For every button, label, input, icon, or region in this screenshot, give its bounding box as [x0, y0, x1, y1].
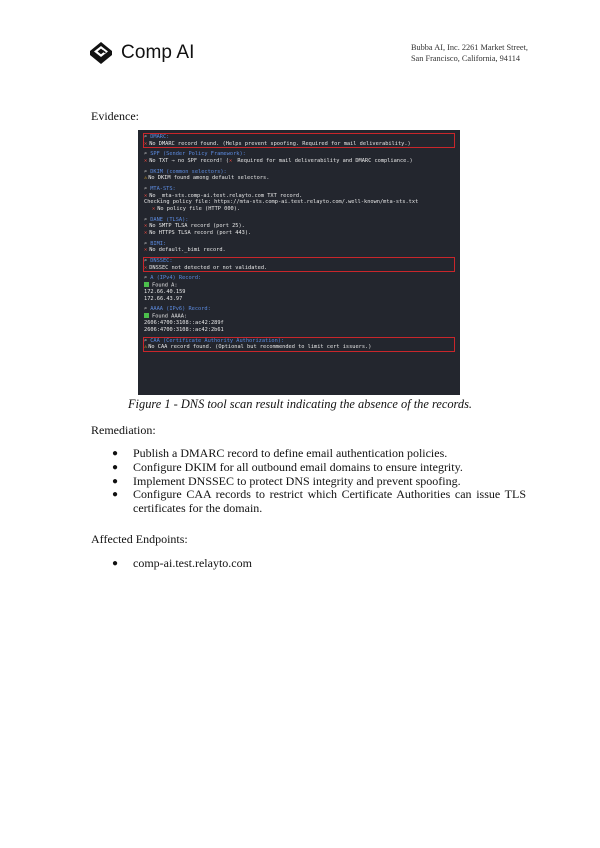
fail-icon: ✕	[144, 157, 148, 164]
company-logo	[88, 40, 195, 66]
magnifier-icon: ⌕	[144, 240, 148, 247]
scan-group-title	[144, 338, 454, 345]
fail-icon: ✕	[144, 140, 148, 147]
scan-result-line	[144, 320, 454, 327]
scan-result-text: No CAA record found. (Optional but recommended to limit cert issuers.)	[148, 344, 372, 351]
scan-result-text: Found AAAA:	[152, 313, 188, 320]
scan-result-line	[144, 265, 454, 272]
scan-result-group	[144, 306, 454, 333]
fail-icon: ✕	[144, 223, 148, 230]
list-item	[112, 475, 526, 489]
scan-group-title-text: CAA (Certificate Authority Authorization):	[150, 337, 285, 344]
scan-result-group	[144, 151, 454, 164]
fail-icon: ✕	[152, 205, 156, 212]
scan-result-line	[144, 199, 454, 206]
list-item	[112, 557, 526, 571]
scan-result-text: No DMARC record found. (Helps prevent spoofing. Required for mail deliverability.)	[149, 140, 411, 147]
list-item	[112, 447, 526, 461]
scan-result-group	[144, 338, 454, 351]
magnifier-icon: ⌕	[144, 258, 148, 265]
scan-result-line	[144, 141, 454, 148]
address-line-2: San Francisco, California, 94114	[410, 54, 521, 63]
warning-icon: ⚠	[144, 344, 148, 351]
scan-group-title	[144, 134, 454, 141]
scan-group-title-text: AAAA (IPv6) Record:	[150, 306, 211, 313]
list-item	[112, 488, 526, 516]
check-icon	[144, 282, 149, 287]
warning-icon: ⚠	[144, 175, 148, 182]
fail-icon: ✕	[144, 264, 148, 271]
bullet-icon: ●	[112, 461, 119, 473]
scan-group-title-text: DNSSEC:	[150, 258, 173, 265]
magnifier-icon: ⌕	[144, 134, 148, 140]
scan-group-title-text: DANE (TLSA):	[150, 216, 189, 223]
scan-result-line	[144, 289, 454, 296]
company-address	[411, 42, 528, 64]
magnifier-icon: ⌕	[144, 337, 148, 344]
fail-icon: ✕	[144, 229, 148, 236]
magnifier-icon: ⌕	[144, 275, 148, 282]
scan-result-line	[144, 344, 454, 351]
scan-result-text: No HTTPS TLSA record (port 443).	[149, 229, 252, 236]
list-item	[112, 461, 526, 475]
list-item-text: Publish a DMARC record to define email authentication policies.	[133, 446, 448, 460]
magnifier-icon: ⌕	[144, 168, 148, 175]
scan-result-line	[144, 296, 454, 303]
scan-result-group	[144, 134, 454, 147]
scan-result-line	[144, 282, 454, 289]
page-header	[88, 40, 528, 72]
scan-group-title	[144, 258, 454, 265]
scan-group-title	[144, 186, 454, 193]
scan-result-text: No policy file (HTTP 000).	[157, 205, 241, 212]
scan-result-line	[144, 175, 454, 182]
logo-text: Comp AI	[121, 42, 195, 63]
bullet-icon: ●	[112, 489, 119, 501]
remediation-label: Remediation:	[91, 423, 156, 437]
fail-icon: ✕	[144, 247, 148, 254]
scan-result-line	[144, 206, 454, 213]
bullet-icon: ●	[112, 558, 119, 569]
magnifier-icon: ⌕	[144, 306, 148, 313]
figure-caption: Figure 1 - DNS tool scan result indicating the absence of the records.	[127, 397, 472, 411]
scan-result-line	[144, 313, 454, 320]
scan-result-text: No SMTP TLSA record (port 25).	[149, 223, 245, 230]
address-line-1: Bubba AI, Inc. 2261 Market Street,	[410, 43, 528, 52]
scan-result-text: Required for mail deliverability and DMARC compliance.)	[234, 157, 413, 164]
list-item-text: Configure CAA records to restrict which Certificate Authorities can issue TLS certificates for the domain.	[133, 487, 526, 516]
scan-result-line	[144, 230, 454, 237]
scan-result-line	[144, 193, 454, 200]
scan-result-text: 172.66.40.159	[144, 289, 186, 296]
scan-result-text: Checking policy file: https://mta-sts.comp-ai.test.relayto.com/.well-known/mta-sts.txt	[144, 199, 419, 206]
bullet-icon: ●	[112, 475, 119, 487]
scan-group-title-text: A (IPv4) Record:	[150, 275, 202, 282]
magnifier-icon: ⌕	[144, 151, 148, 158]
scan-result-line	[144, 223, 454, 230]
scan-result-group	[144, 217, 454, 237]
remediation-list	[112, 447, 526, 516]
bullet-icon: ●	[112, 448, 119, 459]
magnifier-icon: ⌕	[144, 216, 148, 223]
scan-result-group	[144, 275, 454, 302]
scan-result-group	[144, 241, 454, 254]
scan-result-text: No default._bimi record.	[149, 247, 226, 254]
scan-group-title	[144, 306, 454, 313]
endpoint-text: comp-ai.test.relayto.com	[133, 556, 252, 570]
scan-group-title-text: SPF (Sender Policy Framework):	[150, 151, 246, 158]
scan-result-text: DNSSEC not detected or not validated.	[149, 264, 268, 271]
scan-result-text: 2606:4700:3108::ac42:289f	[144, 320, 224, 327]
scan-group-title-text: BIMI:	[150, 240, 167, 247]
scan-result-text: 172.66.43.97	[144, 295, 183, 302]
fail-icon: ✕	[228, 157, 233, 164]
scan-group-title	[144, 217, 454, 224]
scan-result-group	[144, 258, 454, 271]
scan-group-title-text: DMARC:	[150, 134, 170, 140]
scan-group-title	[144, 169, 454, 176]
fail-icon: ✕	[144, 192, 148, 199]
comp-ai-logo-icon	[88, 40, 114, 66]
affected-endpoints-label: Affected Endpoints:	[91, 532, 188, 546]
scan-group-title-text: DKIM (common selectors):	[150, 168, 227, 175]
scan-result-text: No TXT → no SPF record! (	[149, 157, 229, 164]
scan-group-title-text: MTA-STS:	[150, 186, 176, 193]
dns-scan-screenshot	[138, 130, 460, 395]
scan-result-group	[144, 186, 454, 212]
scan-result-line	[144, 247, 454, 254]
magnifier-icon: ⌕	[144, 186, 148, 193]
check-icon	[144, 313, 149, 318]
affected-endpoints-list	[112, 557, 526, 571]
scan-result-line	[144, 158, 454, 165]
scan-result-text: 2606:4700:3108::ac42:2b61	[144, 326, 224, 333]
scan-result-text: Found A:	[152, 282, 178, 289]
scan-result-text: No DKIM found among default selectors.	[148, 175, 270, 182]
scan-result-text: No _mta-sts.comp-ai.test.relayto.com TXT record.	[149, 192, 303, 199]
list-item-text: Configure DKIM for all outbound email domains to ensure integrity.	[133, 459, 463, 474]
evidence-label: Evidence:	[91, 109, 139, 123]
scan-result-line	[144, 327, 454, 334]
scan-group-title	[144, 275, 454, 282]
list-item-text: Implement DNSSEC to protect DNS integrity and prevent spoofing.	[133, 473, 461, 488]
scan-group-title	[144, 241, 454, 248]
scan-result-group	[144, 169, 454, 182]
scan-group-title	[144, 151, 454, 158]
